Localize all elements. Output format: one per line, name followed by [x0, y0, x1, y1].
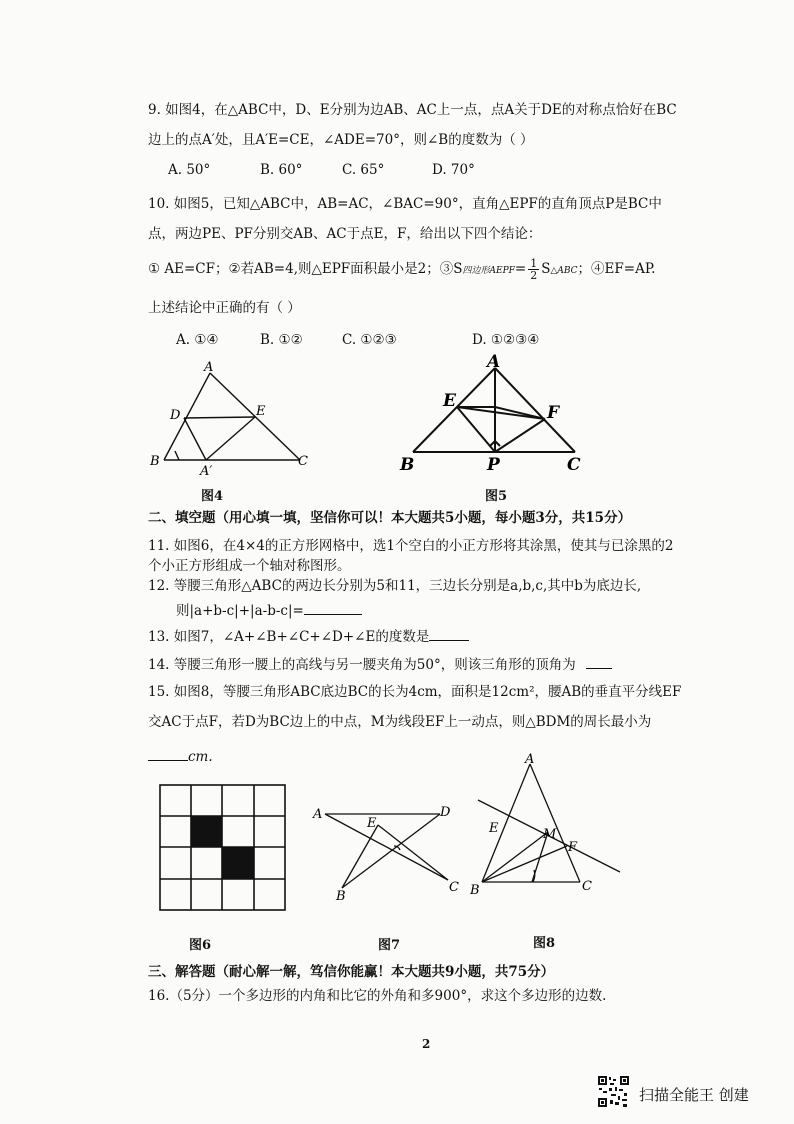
scanner-watermark: 扫描全能王 创建: [639, 1086, 749, 1104]
q10-option-c: C. ①②③: [342, 332, 397, 348]
q11-line2: 个小正方形组成一个轴对称图形。: [148, 558, 351, 574]
q11-line1: 11. 如图6，在4×4的正方形网格中，选1个空白的小正方形将其涂黑，使其与已涂黑的2: [148, 538, 674, 554]
q12-answer-blank: [304, 602, 362, 615]
fig4-label-c: C: [298, 454, 308, 469]
fig4-label-e: E: [256, 404, 266, 419]
figure-8: [470, 750, 630, 905]
fig8-caption: 图8: [533, 936, 556, 951]
q10-option-a: A. ①④: [176, 332, 219, 348]
fig7-label-c: C: [449, 880, 459, 895]
q9-option-c: C. 65°: [342, 162, 385, 178]
q9-line1: 9. 如图4，在△ABC中，D、E分别为边AB、AC上一点，点A关于DE的对称点恰好在BC: [148, 102, 677, 118]
fig5-label-f: F: [547, 403, 560, 423]
q15-answer-blank: [148, 748, 188, 761]
q10-c1: ① AE=CF；: [148, 261, 229, 277]
fig8-label-c: C: [582, 879, 592, 894]
q10-c3: ③S四边形AEPF= $\frac{1}{2}$ S△ABC；: [439, 257, 592, 282]
q10-c4: ④EF=AP.: [591, 261, 656, 277]
grid-cell-shaded-1: [191, 816, 222, 847]
q13-answer-blank: [429, 628, 469, 641]
q15-line1: 15. 如图8，等腰三角形ABC底边BC的长为4cm，面积是12cm²，腰AB的垂直平分线EF: [148, 684, 682, 700]
q9-option-a: A. 50°: [168, 162, 211, 178]
fig8-label-a: A: [525, 752, 535, 767]
fig4-label-b: B: [150, 454, 160, 469]
fig8-label-f: F: [568, 840, 578, 855]
figure-5: [395, 352, 595, 480]
q15-line2: 交AC于点F，若D为BC边上的中点，M为线段EF上一动点，则△BDM的周长最小为: [148, 714, 652, 730]
q9-option-d: D. 70°: [432, 162, 475, 178]
q16: 16.（5分）一个多边形的内角和比它的外角和多900°，求这个多边形的边数.: [148, 988, 607, 1004]
fig7-label-a: A: [313, 807, 323, 822]
grid-cell-shaded-2: [222, 847, 254, 879]
fig7-label-b: B: [336, 889, 346, 904]
q12-line1: 12. 等腰三角形△ABC的两边长分别为5和11，三边长分别是a,b,c,其中b为底边长,: [148, 578, 642, 594]
section-2-title: 二、填空题（用心填一填，坚信你可以！本大题共5小题，每小题3分，共15分）: [148, 510, 632, 526]
fig5-caption: 图5: [485, 489, 508, 504]
q9-line2: 边上的点A′处，且A′E=CE，∠ADE=70°，则∠B的度数为（ ）: [148, 132, 534, 148]
q10-option-d: D. ①②③④: [472, 332, 540, 348]
q10-c2: ②若AB=4,则△EPF面积最小是2；: [228, 261, 440, 277]
fig7-label-e: E: [367, 816, 377, 831]
fraction-one-half: $\frac{1}{2}$: [530, 257, 538, 282]
q10-line1: 10. 如图5，已知△ABC中，AB=AC，∠BAC=90°，直角△EPF的直角顶点P是BC中: [148, 196, 662, 212]
q13: 13. 如图7，∠A+∠B+∠C+∠D+∠E的度数是: [148, 628, 469, 645]
fig7-label-d: D: [440, 805, 451, 820]
q14: 14. 等腰三角形一腰上的高线与另一腰夹角为50°，则该三角形的顶角为: [148, 656, 612, 673]
q10-line4: 上述结论中正确的有（ ）: [148, 300, 301, 316]
fig6-caption: 图6: [189, 938, 212, 953]
fig4-label-a: A: [204, 360, 214, 375]
fig4-caption: 图4: [201, 489, 224, 504]
q10-line2: 点，两边PE、PF分别交AB、AC于点E，F，给出以下四个结论：: [148, 226, 542, 242]
fig8-label-b: B: [470, 883, 480, 898]
fig5-label-e: E: [443, 391, 456, 411]
q14-answer-blank: [586, 656, 612, 669]
fig8-label-e: E: [489, 821, 499, 836]
figure-7: [310, 800, 470, 905]
q10-conclusions: [148, 258, 655, 281]
fig7-caption: 图7: [378, 938, 401, 953]
fig5-label-c: C: [567, 455, 581, 475]
fig5-label-p: P: [487, 455, 500, 475]
fig5-label-a: A: [487, 352, 501, 372]
fig5-label-b: B: [400, 455, 415, 475]
fig8-label-m: M: [543, 827, 557, 842]
q10-option-b: B. ①②: [260, 332, 303, 348]
q15-line3: cm.: [148, 748, 213, 765]
q12-line2: 则|a+b-c|+|a-b-c|=: [176, 602, 362, 619]
section-3-title: 三、解答题（耐心解一解，笃信你能赢！本大题共9小题，共75分）: [148, 964, 555, 980]
fig4-label-a-prime: A′: [200, 464, 213, 479]
fig4-label-d: D: [170, 408, 181, 423]
page-number: 2: [422, 1037, 431, 1051]
q9-option-b: B. 60°: [260, 162, 303, 178]
figure-6-grid: [158, 783, 288, 913]
figure-4: [140, 355, 330, 485]
qr-code-icon: [597, 1075, 630, 1108]
